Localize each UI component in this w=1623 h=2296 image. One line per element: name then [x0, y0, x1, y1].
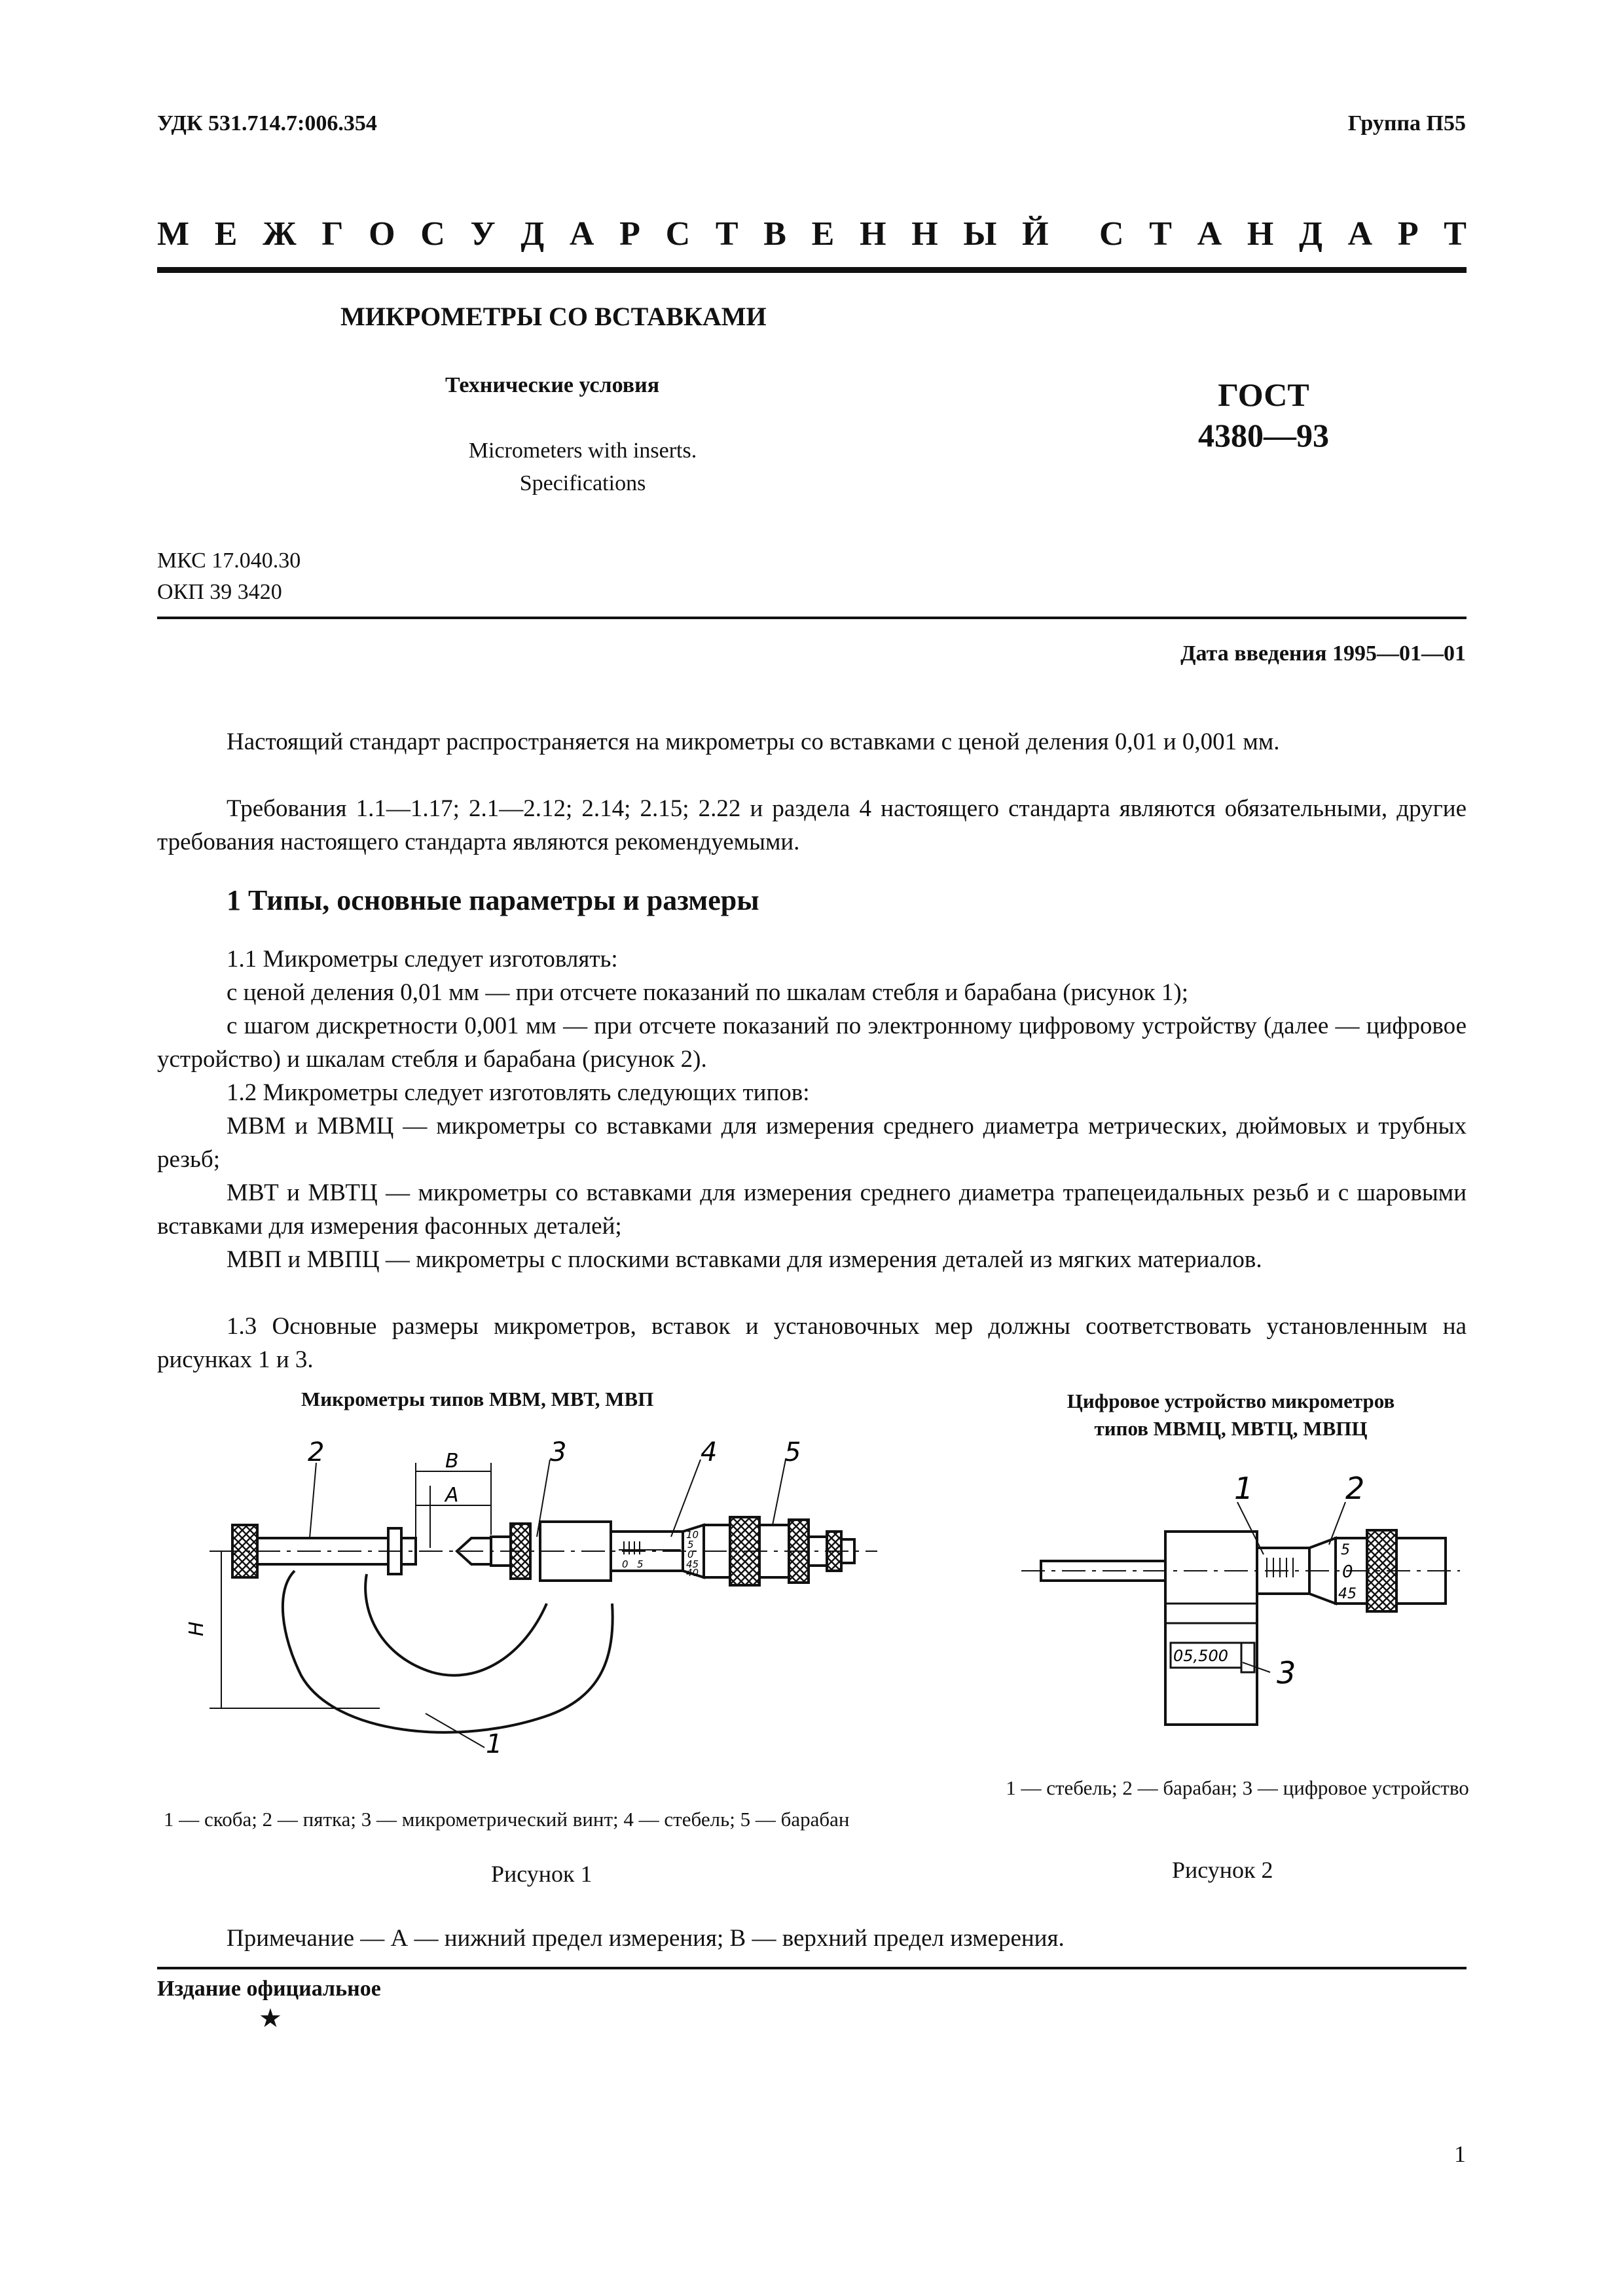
thimble-scale-10: 10	[686, 1529, 699, 1541]
letter: С	[420, 215, 445, 253]
section-1-heading: 1 Типы, основные параметры и размеры	[227, 884, 759, 916]
document-subtitle: Технические условия	[445, 373, 660, 397]
paragraph-1-2: 1.2 Микрометры следует изготовлять следующих типов:	[227, 1079, 810, 1106]
thimble-scale-5: 5	[1341, 1542, 1350, 1558]
official-edition: Издание официальное	[157, 1977, 381, 2001]
letter: Н	[860, 215, 886, 253]
thimble-scale-45: 45	[686, 1558, 699, 1570]
label-2: 2	[308, 1440, 325, 1467]
label-3: 3	[550, 1440, 567, 1467]
letter: Ы	[963, 215, 997, 253]
document-title: МИКРОМЕТРЫ СО ВСТАВКАМИ	[340, 302, 767, 331]
page-number: 1	[1454, 2141, 1466, 2167]
label-4: 4	[701, 1440, 718, 1467]
figure-2-title	[982, 1388, 1480, 1443]
paragraph-1-1a: с ценой деления 0,01 мм — при отсчете показаний по шкалам стебля и барабана (рисунок 1);	[227, 979, 1188, 1006]
letter: С	[665, 215, 691, 253]
label-1: 1	[1234, 1471, 1254, 1506]
letter: Р	[1397, 215, 1419, 253]
paragraph-1-2a: МВМ и МВМЦ — микрометры со вставками для измерения среднего диаметра метрических, дюймовых и трубных резьб;	[157, 1113, 1467, 1173]
paragraph-1-1b: с шагом дискретности 0,001 мм — при отсчете показаний по электронному цифровому устройству (далее — цифровое устройство) и шкалам стебля и барабана (рисунок 2).	[157, 1013, 1467, 1073]
letter: Е	[214, 215, 238, 253]
frame-inner	[365, 1574, 547, 1676]
gost-label: ГОСТ	[1218, 376, 1309, 413]
sleeve-scale-5: 5	[637, 1558, 644, 1570]
english-title-line2: Specifications	[519, 471, 646, 495]
figure-1-title: Микрометры типов МВМ, МВТ, МВП	[301, 1388, 654, 1410]
letter: Г	[321, 215, 344, 253]
intro-paragraph-2: Требования 1.1—1.17; 2.1—2.12; 2.14; 2.15; 2.22 и раздела 4 настоящего стандарта являются обязательными, другие требования настоящего стандарта являются рекомендуемыми.	[157, 795, 1467, 855]
group-code: Группа П55	[1347, 111, 1466, 135]
paragraph-1-2c: МВП и МВПЦ — микрометры с плоскими вставками для измерения деталей из мягких материалов.	[227, 1246, 1262, 1273]
label-A: A	[445, 1484, 459, 1507]
letter: У	[470, 215, 496, 253]
star-icon: ★	[259, 2003, 282, 2033]
letter: Т	[1149, 215, 1172, 253]
figure-2-caption: 1 — стебель; 2 — барабан; 3 — цифровое устройство	[1006, 1776, 1469, 1799]
thimble-scale-0: 0	[1342, 1562, 1353, 1582]
label-H: H	[185, 1621, 208, 1636]
letter: О	[369, 215, 395, 253]
letter: В	[763, 215, 786, 253]
digital-readout-drawing	[1021, 1453, 1467, 1748]
thimble-scale-40: 40	[686, 1567, 699, 1579]
letter: С	[1099, 215, 1124, 253]
letter: А	[1347, 215, 1373, 253]
label-5: 5	[784, 1440, 801, 1467]
body	[1165, 1532, 1257, 1725]
label-2: 2	[1345, 1471, 1365, 1506]
footer-rule	[157, 1967, 1467, 1969]
effective-date: Дата введения 1995—01—01	[1180, 641, 1466, 666]
figure-1-name: Рисунок 1	[491, 1861, 593, 1887]
letter: А	[1197, 215, 1222, 253]
letter: Д	[520, 215, 545, 253]
udk-code: УДК 531.714.7:006.354	[157, 111, 377, 135]
okp-code: ОКП 39 3420	[157, 580, 282, 604]
paragraph-1-2b: МВТ и МВТЦ — микрометры со вставками для измерения среднего диаметра трапецеидальных резьб и с шаровыми вставками для измерения фасонных деталей;	[157, 1179, 1467, 1240]
gost-code: 4380—93	[1198, 417, 1329, 454]
figure-2-title-line1: Цифровое устройство микрометров	[1067, 1390, 1395, 1412]
letter: Т	[715, 215, 739, 253]
micrometer-drawing	[183, 1440, 943, 1780]
display-value: 05,500	[1173, 1647, 1228, 1665]
letter: М	[157, 215, 190, 253]
paragraph-1-1: 1.1 Микрометры следует изготовлять:	[227, 946, 618, 973]
sleeve-scale-0: 0	[622, 1558, 629, 1570]
letter: Н	[911, 215, 938, 253]
thimble-scale-0: 0	[687, 1549, 694, 1560]
english-title-line1: Micrometers with inserts.	[468, 439, 697, 463]
letter: Ж	[263, 215, 297, 253]
figure-2-title-line2: типов МВМЦ, МВТЦ, МВПЦ	[1094, 1417, 1368, 1440]
interstate-standard-heading	[157, 215, 1467, 253]
letter: Й	[1022, 215, 1049, 253]
letter: А	[569, 215, 594, 253]
label-1: 1	[486, 1729, 503, 1759]
figure-1-caption: 1 — скоба; 2 — пятка; 3 — микрометрический винт; 4 — стебель; 5 — барабан	[164, 1808, 850, 1831]
figure-2-name: Рисунок 2	[1172, 1857, 1273, 1883]
letter: Р	[619, 215, 640, 253]
note: Примечание — А — нижний предел измерения; В — верхний предел измерения.	[227, 1925, 1065, 1952]
mks-code: МКС 17.040.30	[157, 548, 301, 573]
intro-paragraph-1: Настоящий стандарт распространяется на микрометры со вставками с ценой деления 0,01 и 0,001 мм.	[227, 728, 1280, 755]
heading-rule	[157, 267, 1467, 273]
gost-number	[1165, 374, 1362, 456]
thimble-scale-5: 5	[687, 1539, 694, 1551]
paragraph-1-3: 1.3 Основные размеры микрометров, вставок и установочных мер должны соответствовать установленным на рисунках 1 и 3.	[157, 1313, 1467, 1373]
letter: Т	[1444, 215, 1467, 253]
codes-rule	[157, 617, 1467, 619]
letter: Н	[1247, 215, 1274, 253]
letter: Е	[811, 215, 835, 253]
letter: Д	[1299, 215, 1322, 253]
label-B: B	[445, 1450, 459, 1473]
label-3: 3	[1277, 1655, 1296, 1691]
thimble-scale-45: 45	[1338, 1586, 1357, 1602]
